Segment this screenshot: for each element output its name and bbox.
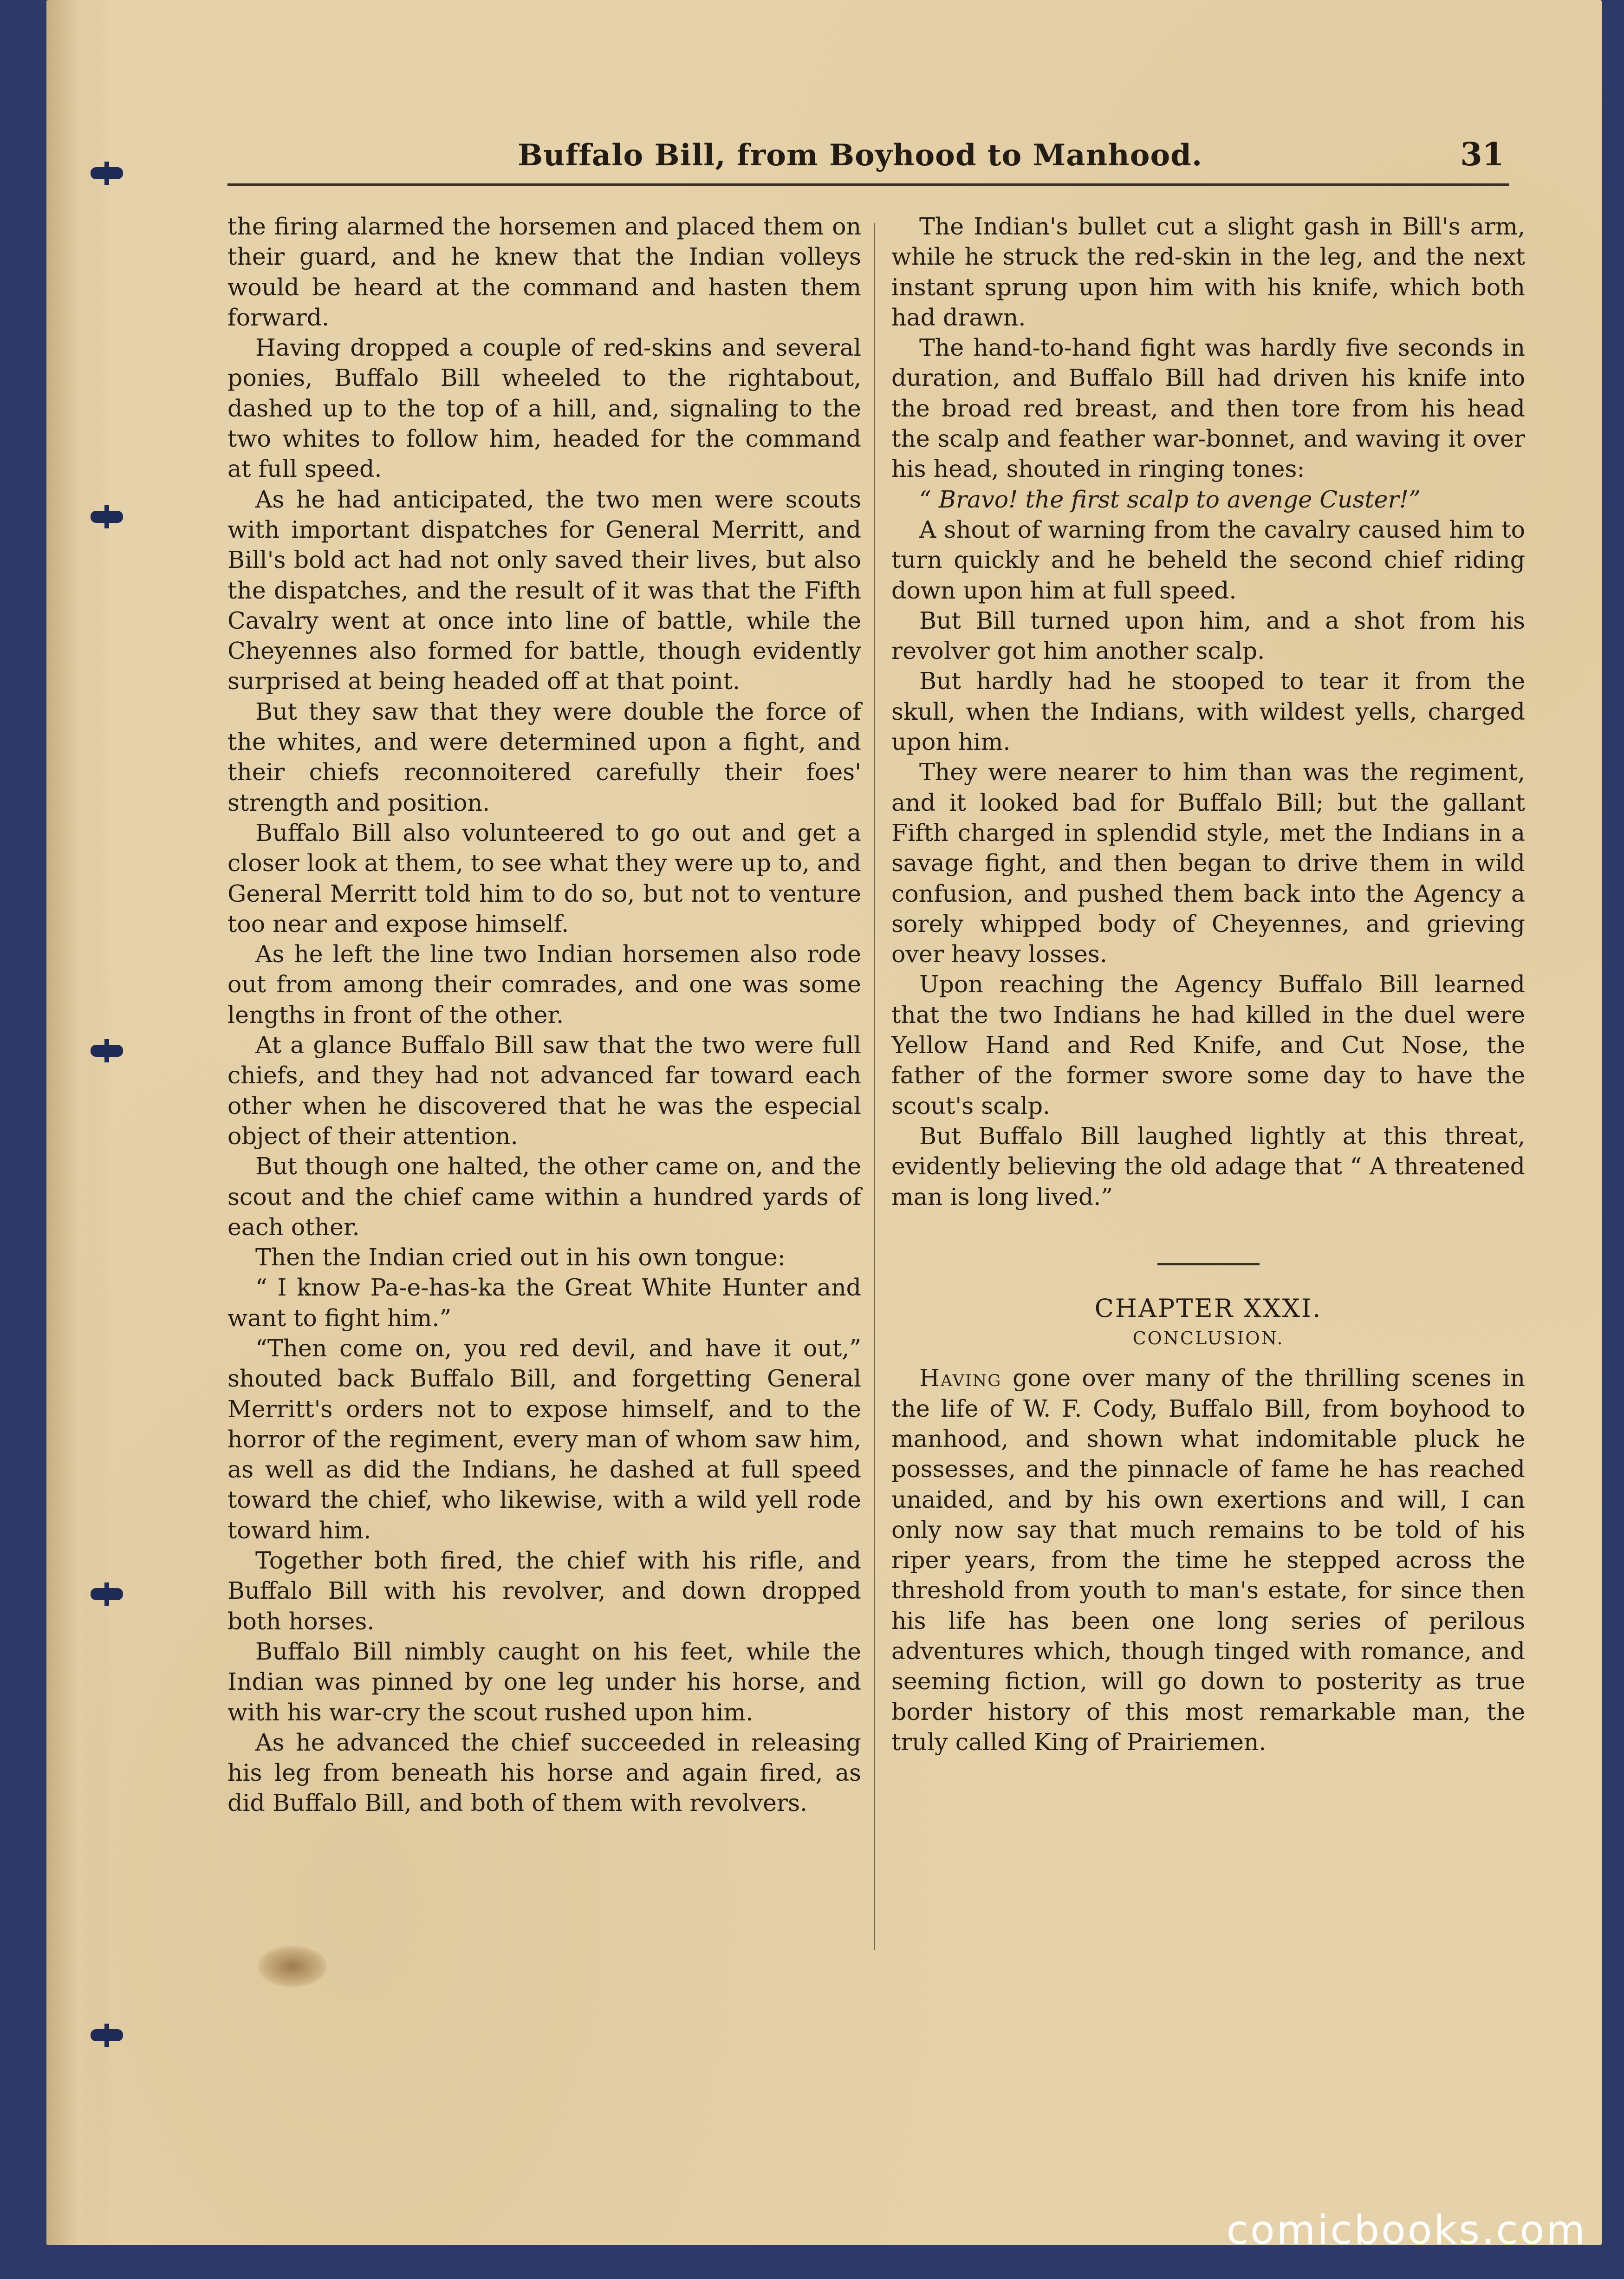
- left-column-paragraph: As he left the line two Indian horsemen also rode out from among their comrades, and one was some lengths in front of the other.: [227, 940, 861, 1029]
- staple-hole: [91, 511, 123, 523]
- left-column-paragraph: But though one halted, the other came on, and the scout and the chief came within a hundred yards of each other.: [227, 1153, 861, 1241]
- chapter-body: gone over many of the thrilling scenes in the life of W. F. Cody, Buffalo Bill, from boyhood to manhood, and shown what indomitable pluck he possesses, and the pinnacle of fame he has reached unaided, and by his own exertions and will, I can only now say that much remains to be told of his riper years, from the time he stepped across the threshold from youth to man's estate, for since then his life has been one long series of perilous adventures which, though tinged with romance, and seeming fiction, will go down to posterity as true border history of this most remarkable man, the truly called King of Prairiemen.: [891, 1364, 1525, 1756]
- staple-hole: [91, 2029, 123, 2041]
- left-column-paragraph: Together both fired, the chief with his rifle, and Buffalo Bill with his revolver, and down dropped both horses.: [227, 1547, 861, 1635]
- left-text-column: [227, 211, 861, 1818]
- right-paragraphs: [891, 211, 1525, 1212]
- page-header: [227, 132, 1509, 186]
- right-text-column: [891, 211, 1525, 1757]
- running-title: Buffalo Bill, from Boyhood to Manhood.: [518, 138, 1203, 173]
- right-column-paragraph: “ Bravo! the first scalp to avenge Custer!”: [919, 485, 1421, 513]
- left-column-paragraph: Then the Indian cried out in his own tongue:: [255, 1244, 786, 1271]
- left-column-paragraph: “ I know Pa-e-has-ka the Great White Hunter and want to fight him.”: [227, 1274, 861, 1332]
- staple-hole: [91, 1588, 123, 1600]
- left-column-paragraph: But they saw that they were double the force of the whites, and were determined upon a fight, and their chiefs reconnoitered carefully their foes' strength and position.: [227, 697, 861, 816]
- right-column-paragraph: The hand-to-hand fight was hardly five seconds in duration, and Buffalo Bill had driven his knife into the broad red breast, and then tore from his head the scalp and feather war-bonnet, and waving it over his head, shouted in ringing tones:: [891, 334, 1525, 483]
- right-column-paragraph: A shout of warning from the cavalry caused him to turn quickly and he beheld the second chief riding down upon him at full speed.: [891, 515, 1525, 604]
- chapter-paragraph: [891, 1363, 1525, 1757]
- paper-stain: [258, 1946, 327, 1987]
- left-column-paragraph: the firing alarmed the horsemen and placed them on their guard, and he knew that the Indian volleys would be heard at the command and hasten them forward.: [227, 213, 861, 331]
- right-column-paragraph: The Indian's bullet cut a slight gash in Bill's arm, while he struck the red-skin in the leg, and the next instant sprung upon him with his knife, which both had drawn.: [891, 213, 1525, 331]
- column-divider: [874, 223, 875, 1950]
- chapter-first-word: Having: [919, 1364, 1002, 1392]
- left-column-paragraph: At a glance Buffalo Bill saw that the two were full chiefs, and they had not advanced far toward each other when he discovered that he was the especial object of their attention.: [227, 1031, 861, 1150]
- left-column-paragraph: As he advanced the chief succeeded in releasing his leg from beneath his horse and again fired, as did Buffalo Bill, and both of them with revolvers.: [227, 1728, 861, 1817]
- book-page: [46, 0, 1602, 2245]
- chapter-rule: [1157, 1263, 1260, 1265]
- left-column-paragraph: Buffalo Bill also volunteered to go out and get a closer look at them, to see what they were up to, and General Merritt told him to do so, but not to venture too near and expose himself.: [227, 819, 861, 938]
- staple-hole: [91, 1045, 123, 1057]
- right-column-paragraph: But Buffalo Bill laughed lightly at this threat, evidently believing the old adage that “ A threatened man is long lived.”: [891, 1122, 1525, 1211]
- page-number: 31: [1460, 136, 1504, 173]
- right-column-paragraph: But Bill turned upon him, and a shot from his revolver got him another scalp.: [891, 606, 1525, 665]
- watermark: comicbooks.com: [1226, 2207, 1587, 2253]
- left-column-paragraph: Having dropped a couple of red-skins and several ponies, Buffalo Bill wheeled to the rightabout, dashed up to the top of a hill, and, signaling to the two whites to follow him, headed for the command at full speed.: [227, 334, 861, 483]
- staple-hole: [91, 167, 123, 179]
- right-column-paragraph: They were nearer to him than was the regiment, and it looked bad for Buffalo Bill; but the gallant Fifth charged in splendid style, met the Indians in a savage fight, and then began to drive them in wild confusion, and pushed them back into the Agency a sorely whipped body of Cheyennes, and grieving over heavy losses.: [891, 758, 1525, 968]
- left-column-paragraph: “Then come on, you red devil, and have it out,” shouted back Buffalo Bill, and forgetting General Merritt's orders not to expose himself, and to the horror of the regiment, every man of whom saw him, as well as did the Indians, he dashed at full speed toward the chief, who likewise, with a wild yell rode toward him.: [227, 1334, 861, 1544]
- left-column-paragraph: Buffalo Bill nimbly caught on his feet, while the Indian was pinned by one leg under his horse, and with his war-cry the scout rushed upon him.: [227, 1637, 861, 1726]
- right-column-paragraph: Upon reaching the Agency Buffalo Bill learned that the two Indians he had killed in the duel were Yellow Hand and Red Knife, and Cut Nose, the father of the former swore some day to have the scout's scalp.: [891, 970, 1525, 1120]
- right-column-paragraph: But hardly had he stooped to tear it from the skull, when the Indians, with wildest yells, charged upon him.: [891, 667, 1525, 756]
- left-column-paragraph: As he had anticipated, the two men were scouts with important dispatches for General Merritt, and Bill's bold act had not only saved their lives, but also the dispatches, and the result of it was that the Fifth Cavalry went at once into line of battle, while the Cheyennes also formed for battle, though evidently surprised at being headed off at that point.: [227, 485, 861, 695]
- chapter-subtitle: CONCLUSION.: [1132, 1328, 1284, 1349]
- chapter-title: CHAPTER XXXI.: [1094, 1293, 1322, 1323]
- page-spine: [46, 0, 107, 2245]
